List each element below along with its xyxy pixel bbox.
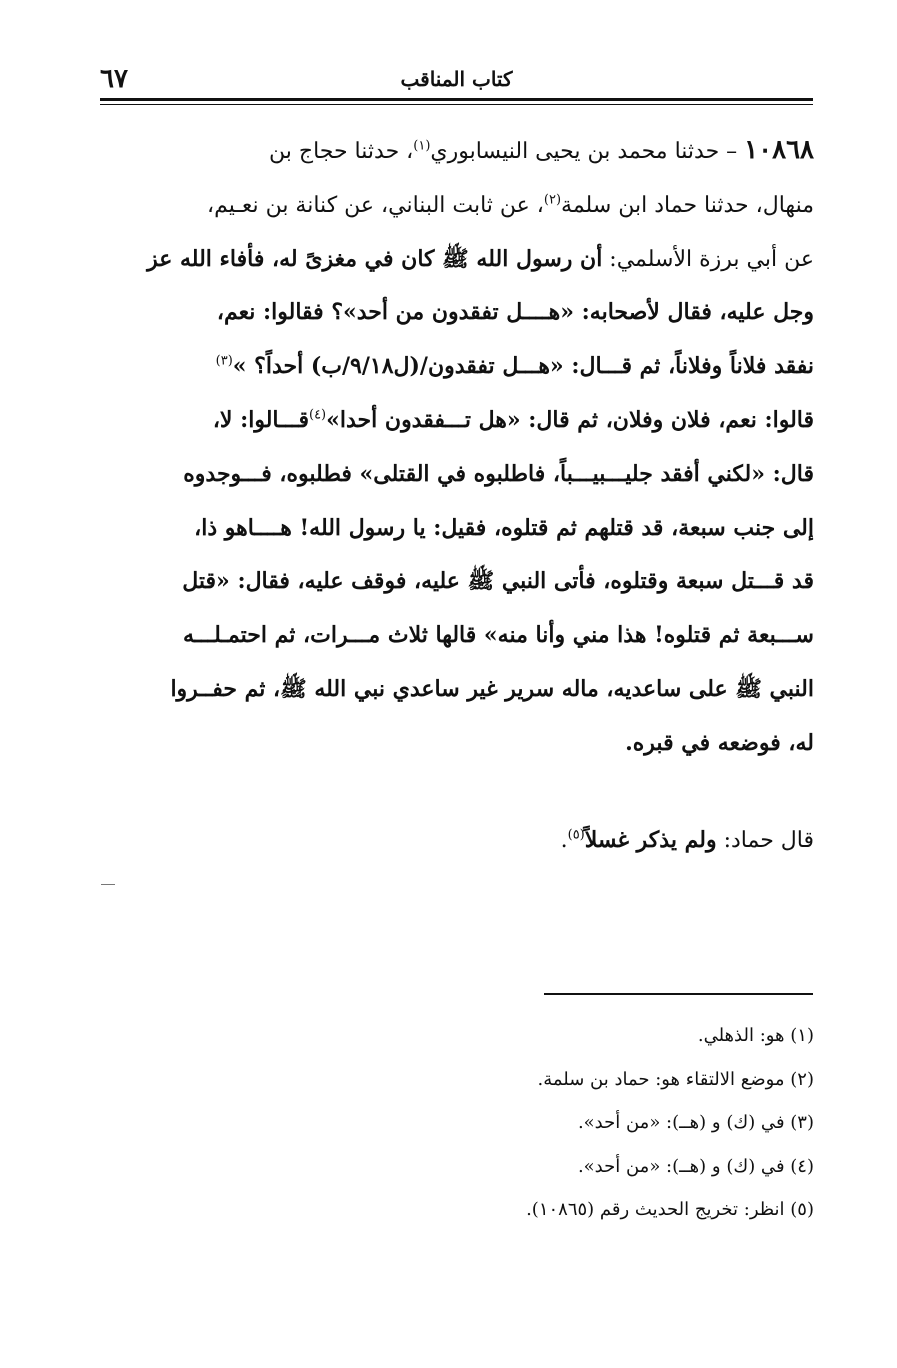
hadith-line: إلى جنب سبعة، قد قتلهم ثم قتلوه، فقيل: يا رسول الله! هــــاهو ذا، xyxy=(194,514,814,541)
footnote-ref: (٣) xyxy=(215,353,233,369)
line-text-bold: نفقد فلاناً وفلاناً، ثم قـــال: «هـــل تفقدون/(ل٩/١٨/ب) أحداً؟ » xyxy=(232,353,814,380)
line-text-bold: أن رسول الله ﷺ كان في مغزىً له، فأفاء الله عز xyxy=(147,245,603,272)
line-text: عن أبي برزة الأسلمي: xyxy=(602,246,814,272)
hadith-line xyxy=(98,340,814,394)
hadith-line: قد قـــتل سبعة وقتلوه، فأتى النبي ﷺ عليه، فوقف عليه، فقال: «قتل xyxy=(182,568,814,595)
hadith-text xyxy=(98,124,814,771)
line-text: منهال، حدثنا حماد ابن سلمة xyxy=(561,192,814,218)
closing-end: . xyxy=(560,828,568,853)
footnote-item: (٥) انظر: تخريج الحديث رقم (١٠٨٦٥). xyxy=(526,1199,814,1220)
footnote-item: (٣) في (ك) و (هــ): «من أحد». xyxy=(577,1112,814,1133)
footnote-ref: (٤) xyxy=(308,407,327,423)
line-text: ، عن ثابت البناني، عن كنانة بن نعـيم، xyxy=(207,192,544,218)
stray-mark xyxy=(101,884,115,885)
hadith-line: وجل عليه، فقال لأصحابه: «هــــل تفقدون من أحد»؟ فقالوا: نعم، xyxy=(216,299,814,326)
footnote-item: (١) هو: الذهلي. xyxy=(697,1025,814,1046)
hadith-line: النبي ﷺ على ساعديه، ماله سرير غير ساعدي نبي الله ﷺ، ثم حفــروا xyxy=(170,675,814,702)
hadith-line xyxy=(98,124,814,179)
line-text: – حدثنا محمد بن يحيى النيسابوري xyxy=(430,139,745,164)
hadith-number: ١٠٨٦٨ xyxy=(744,135,814,165)
line-text-bold: قـــالوا: لا، xyxy=(212,406,309,433)
footnote-ref: (٥) xyxy=(567,827,585,843)
footnote-ref: (١) xyxy=(413,138,431,154)
hadith-line: ســـبعة ثم قتلوه! هذا مني وأنا منه» قالها ثلاث مـــرات، ثم احتمـلـــه xyxy=(183,622,814,649)
closing-text-bold: ولم يذكر غسلاً xyxy=(584,827,717,853)
header-divider-thin xyxy=(100,104,813,105)
footnotes xyxy=(300,1014,814,1232)
footnote-item: (٢) موضع الالتقاء هو: حماد بن سلمة. xyxy=(537,1068,814,1090)
footnote-ref: (٢) xyxy=(543,192,562,208)
hadith-line xyxy=(98,394,814,448)
hadith-line: له، فوضعه في قبره. xyxy=(625,729,814,756)
hadith-line: قال: «لكني أفقد جليـــبيـــباً، فاطلبوه في القتلى» فطلبوه، فـــوجدوه xyxy=(183,460,814,487)
hadith-line xyxy=(98,233,814,287)
footnote-divider xyxy=(544,993,813,995)
line-text: ، حدثنا حجاج بن xyxy=(269,139,414,164)
header-divider-thick xyxy=(100,98,813,101)
closing-text: قال حماد: xyxy=(716,828,814,853)
hadith-line xyxy=(98,179,814,233)
page-number: ٦٧ xyxy=(100,64,128,94)
page-header xyxy=(100,64,813,96)
closing-note xyxy=(98,818,814,863)
line-text-bold: قالوا: نعم، فلان وفلان، ثم قال: «هل تـــفقدون أحدا» xyxy=(326,406,814,433)
footnote-item: (٤) في (ك) و (هــ): «من أحد». xyxy=(577,1155,814,1177)
book-title: كتاب المناقب xyxy=(400,67,513,91)
